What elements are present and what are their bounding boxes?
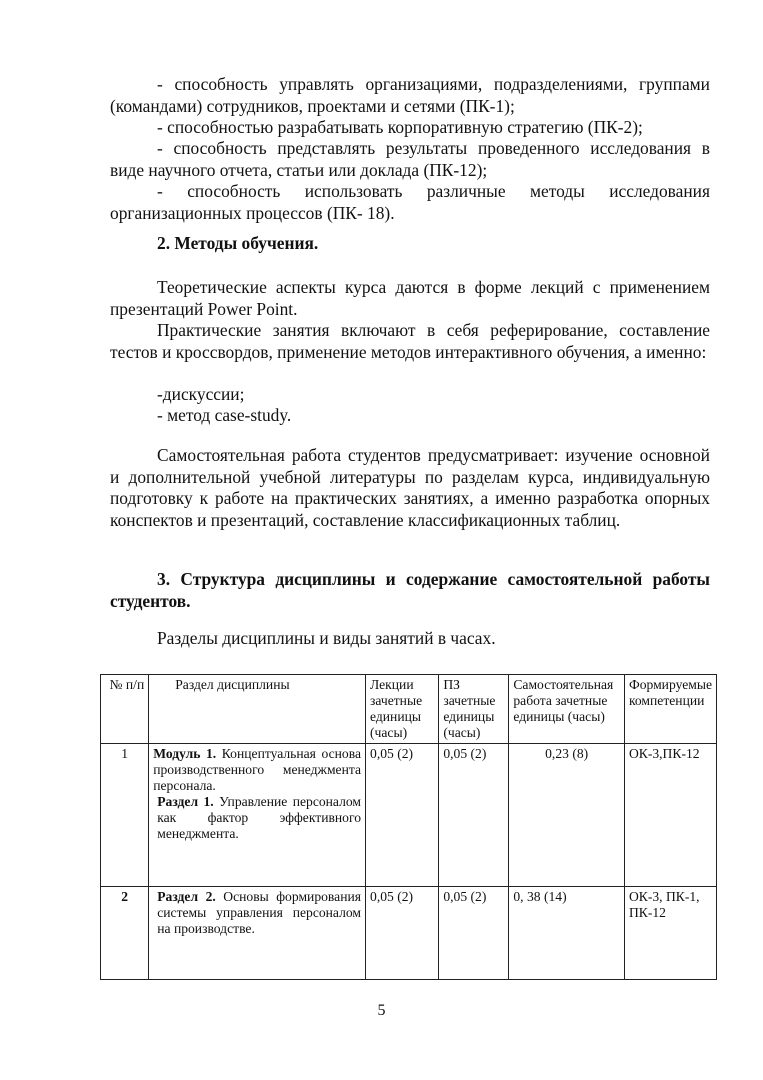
module-title: Концептуальная основа производственного менеджмента персонала.	[153, 746, 362, 793]
section3-intro: Разделы дисциплины и виды занятий в часах.	[157, 628, 496, 648]
header-pz: ПЗ зачетные единицы (часы)	[439, 675, 509, 744]
section-title: Управление персоналом как фактор эффективного менеджмента.	[157, 794, 362, 841]
section2-paragraph2: Практические занятия включают в себя реферирование, составление тестов и кроссвордов, применение методов интерактивного обучения, а именно:	[110, 320, 710, 362]
table-row	[101, 887, 717, 980]
section2-item-case-study: - метод case-study.	[157, 405, 292, 425]
row-self-work: 0, 38 (14)	[509, 887, 625, 980]
row-lectures: 0,05 (2)	[366, 887, 439, 980]
section-title: Основы формирования системы управления персоналом на производстве.	[157, 889, 362, 936]
section2-paragraph3: Самостоятельная работа студентов предусматривает: изучение основной и дополнительной учебной литературы по разделам курса, индивидуальную подготовку к работе на практических занятиях, а именно разработка опорных конспектов и презентаций, составление классификационных таблиц.	[110, 445, 710, 530]
competency-pk2: - способностью разрабатывать корпоративную стратегию (ПК-2);	[157, 117, 643, 137]
row-pz: 0,05 (2)	[439, 887, 509, 980]
header-competencies: Формируемые компетенции	[624, 675, 716, 744]
row-section	[149, 744, 366, 887]
header-num: № п/п	[101, 675, 149, 744]
section2-heading: 2. Методы обучения.	[157, 233, 319, 253]
row-num: 1	[101, 744, 149, 887]
section2-item-discussion: -дискуссии;	[157, 384, 245, 404]
competency-pk12: - способность представлять результаты проведенного исследования в виде научного отчета, статьи или доклада (ПК-12);	[110, 138, 710, 180]
page-number: 5	[377, 1002, 386, 1019]
row-competencies: ОК-3, ПК-1, ПК-12	[624, 887, 716, 980]
module-label: Модуль 1.	[153, 746, 217, 761]
row-self-work: 0,23 (8)	[509, 744, 625, 887]
section3-heading: 3. Структура дисциплины и содержание самостоятельной работы студентов.	[110, 569, 710, 611]
table-header-row	[101, 675, 717, 744]
header-lectures: Лекции зачетные единицы (часы)	[366, 675, 439, 744]
header-self-work: Самостоятельная работа зачетные единицы (часы)	[509, 675, 625, 744]
row-competencies: ОК-3,ПК-12	[624, 744, 716, 887]
row-lectures: 0,05 (2)	[366, 744, 439, 887]
row-num: 2	[101, 887, 149, 980]
section2-paragraph1: Теоретические аспекты курса даются в форме лекций с применением презентаций Power Point.	[110, 277, 710, 319]
row-pz: 0,05 (2)	[439, 744, 509, 887]
row-section	[149, 887, 366, 980]
header-section: Раздел дисциплины	[149, 675, 366, 744]
table-row	[101, 744, 717, 887]
section-label: Раздел 1.	[157, 794, 214, 809]
discipline-table	[100, 674, 717, 980]
section-label: Раздел 2.	[157, 889, 216, 904]
competency-pk18: - способность использовать различные методы исследования организационных процессов (ПК- 18).	[110, 181, 710, 223]
competency-pk1: - способность управлять организациями, подразделениями, группами (командами) сотрудников, проектами и сетями (ПК-1);	[110, 74, 710, 116]
